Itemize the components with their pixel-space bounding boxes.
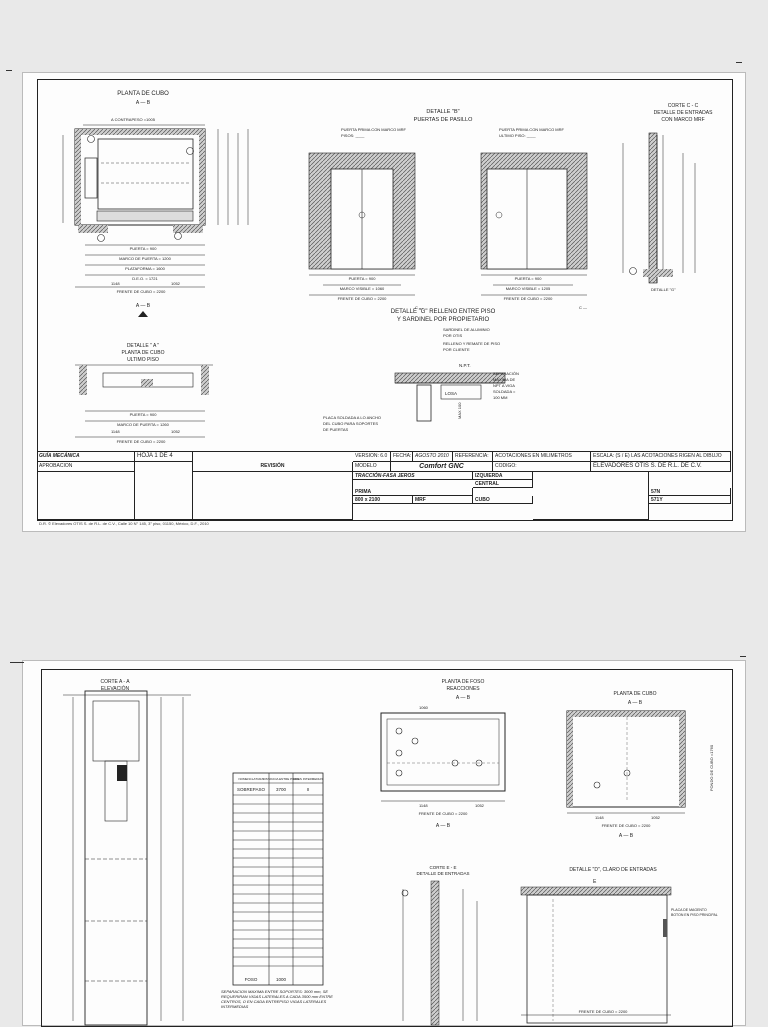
detalle-g [323, 309, 519, 432]
izquierda-value: IZQUIERDA [473, 472, 533, 480]
frente-dim: FRENTE DE CUBO = 2200 [116, 289, 166, 294]
hoja-label: HOJA 1 DE 4 [135, 452, 193, 462]
svg-text:C —: C — [415, 305, 423, 310]
svg-text:A — B: A — B [627, 700, 643, 706]
code-571y: 571Y [649, 496, 731, 504]
empresa-name: ELEVADORES OTIS S. DE R.L. DE C.V. [591, 462, 731, 472]
planta-de-foso [381, 679, 505, 829]
drawing-sheet-2 [22, 660, 746, 1026]
svg-text:1052: 1052 [475, 803, 484, 808]
puerta-prima-right: PUERTA PRIMA CON MARCO MRF [499, 127, 564, 132]
svg-text:A — B: A — B [618, 833, 634, 839]
plataforma-dim: PLATAFORMA = 1600 [125, 266, 165, 271]
fecha-label: FECHA: [391, 452, 413, 462]
svg-text:CORTE E - E: CORTE E - E [429, 865, 457, 870]
svg-text:C —: C — [579, 305, 587, 310]
svg-text:Y SARDINEL POR PROPIETARIO: Y SARDINEL POR PROPIETARIO [396, 317, 490, 323]
svg-text:A — B: A — B [135, 303, 151, 309]
detalle-g-callout: DETALLE "G" [651, 287, 676, 292]
traccion-value: TRACCIÓN-FASA JEROS [353, 472, 473, 480]
escala: ESCALA: (S / E) LAS ACOTACIONES RIGEN AL DIBUJO [591, 452, 731, 462]
drawing-sheet-1 [22, 72, 746, 532]
op-value: 800 x 2100 [353, 496, 413, 504]
svg-text:DETALLE DE ENTRADAS: DETALLE DE ENTRADAS [416, 871, 470, 876]
puerta-dim: PUERTA = 900 [129, 246, 157, 251]
svg-text:FRENTE DE CUBO = 2200: FRENTE DE CUBO = 2200 [116, 439, 166, 444]
modelo-value: Comfort GNC [391, 462, 493, 472]
svg-text:PLANTA DE FOSO: PLANTA DE FOSO [441, 679, 485, 685]
marco-dim: MARCO DE PUERTA = 1200 [119, 256, 171, 261]
svg-text:DETALLE " A ": DETALLE " A " [126, 343, 160, 349]
svg-text:PISOS: ____: PISOS: ____ [341, 133, 365, 138]
svg-text:E: E [593, 879, 597, 885]
version-label: VERSION: 6.0 [353, 452, 391, 462]
svg-text:DEL CUBO PARA SOPORTES: DEL CUBO PARA SOPORTES [323, 421, 379, 426]
svg-text:ULTIMO PISO: ____: ULTIMO PISO: ____ [499, 133, 536, 138]
contrapeso-label: A CONTRAPESO =1005 [111, 117, 155, 122]
planta-cubo-title: PLANTA DE CUBO [117, 91, 169, 97]
acotaciones: ACOTACIONES EN MILIMETROS [493, 452, 591, 462]
svg-text:FRENTE DE CUBO = 2200: FRENTE DE CUBO = 2200 [337, 296, 387, 301]
dim-1148: 1148 [111, 281, 120, 286]
margin-mark [10, 662, 24, 663]
cubo-value: CUBO [473, 496, 533, 504]
svg-text:DETALLE "D", CLARO DE ENTRADAS: DETALLE "D", CLARO DE ENTRADAS [569, 867, 657, 873]
svg-text:1148: 1148 [419, 803, 428, 808]
svg-text:1052: 1052 [171, 429, 180, 434]
svg-text:MARCO DE PUERTA = 1260: MARCO DE PUERTA = 1260 [117, 422, 169, 427]
svg-text:BOTON EN PISO PRINCIPAL: BOTON EN PISO PRINCIPAL [671, 913, 718, 917]
margin-mark [6, 70, 12, 71]
deo-dim: D.E.O. = 1721 [132, 276, 158, 281]
svg-text:POR OTIS: POR OTIS [443, 333, 463, 338]
codigo-label: CODIGO: [493, 462, 591, 472]
svg-text:II: II [306, 787, 310, 792]
referencia-label: REFERENCIA: [453, 452, 493, 462]
svg-text:POR CLIENTE: POR CLIENTE [443, 347, 470, 352]
puerta-prima-left: PUERTA PRIMA CON MARCO MRF [341, 127, 406, 132]
svg-text:PUERTA = 900: PUERTA = 900 [514, 276, 542, 281]
svg-text:CON MARCO MRF: CON MARCO MRF [661, 117, 705, 123]
svg-text:ELEVACIÓN: ELEVACIÓN [100, 686, 130, 692]
planta-de-cubo [63, 91, 248, 317]
code-57n: 57N [649, 488, 731, 496]
detalle-b-title: DETALLE "B" [426, 109, 460, 115]
svg-text:1060: 1060 [419, 705, 428, 710]
prima-value: PRIMA [353, 488, 473, 496]
svg-text:FONDO DE CUBO =1760: FONDO DE CUBO =1760 [709, 744, 714, 791]
corte-c-c [623, 103, 713, 292]
svg-text:MARCO VISIBLE = 1060: MARCO VISIBLE = 1060 [339, 286, 385, 291]
svg-text:1148: 1148 [595, 815, 604, 820]
svg-text:PLACA SOLDADA A LO ANCHO: PLACA SOLDADA A LO ANCHO [323, 415, 382, 420]
svg-text:DE PUERTAS: DE PUERTAS [323, 427, 349, 432]
svg-text:PLANTA DE CUBO: PLANTA DE CUBO [121, 350, 165, 356]
info-grid [533, 472, 649, 520]
svg-text:RELLENO Y REMATE DE PISO: RELLENO Y REMATE DE PISO [443, 341, 501, 346]
svg-text:NOMENCLATURA: NOMENCLATURA [238, 777, 264, 781]
sheet2-drawing [23, 661, 745, 1025]
svg-text:3700: 3700 [275, 787, 287, 792]
central-value: CENTRAL [473, 480, 533, 488]
svg-text:CORTE A - A: CORTE A - A [100, 679, 130, 685]
footer-copyright: D.R. © Elevadores OTIS S. de R.L. de C.V., Calle 10 N° 145, 3° piso, 01150, México, D.F., 2010 [39, 521, 209, 526]
revision-grid [135, 462, 193, 520]
modelo-label: MODELO [353, 462, 391, 472]
svg-text:DISTANCIA ENTRE PISOS: DISTANCIA ENTRE PISOS [262, 777, 300, 781]
separacion-note: SEPARACION MAXIMA ENTRE SOPORTES: 3000 mm, SE REQUERIRAN VIGAS LATERALES A CADA 3500 mm ENTRE CENTROS, O EN CADA ENTREPISO VIGAS LATERALES INTERMEDIAS [221, 989, 333, 1009]
svg-text:NPT A VIGA: NPT A VIGA [493, 383, 515, 388]
svg-text:1052: 1052 [651, 815, 660, 820]
svg-text:FRENTE DE CUBO = 2200: FRENTE DE CUBO = 2200 [418, 811, 468, 816]
planta-de-cubo-2 [567, 691, 714, 839]
corte-e-e [402, 865, 477, 1025]
sobrepaso-label: SOBREPASO [237, 787, 265, 792]
margin-mark [740, 656, 746, 657]
distancia-pisos-table [233, 773, 323, 985]
svg-text:N.P.T.: N.P.T. [459, 363, 471, 368]
svg-text:PUERTA = 900: PUERTA = 900 [129, 412, 157, 417]
detalle-b-puertas-pasillo [309, 109, 587, 310]
svg-text:A — B: A — B [435, 823, 451, 829]
detalle-a [75, 343, 213, 444]
svg-text:SARDINEL DE ALUMINIO: SARDINEL DE ALUMINIO [443, 327, 490, 332]
dim-1052: 1052 [171, 281, 180, 286]
svg-text:A — B: A — B [455, 695, 471, 701]
planta-cubo-section: A — B [135, 100, 151, 106]
revision-label: REVISIÓN [193, 462, 353, 472]
svg-text:1000: 1000 [275, 977, 287, 982]
margin-mark [736, 62, 742, 63]
svg-text:VIGAS INTERMEDIAS: VIGAS INTERMEDIAS [292, 777, 324, 781]
mrf-value: MRF [413, 496, 473, 504]
svg-text:DETALLE DE ENTRADAS: DETALLE DE ENTRADAS [653, 110, 713, 116]
svg-text:1148: 1148 [111, 429, 120, 434]
svg-text:ULTIMO PISO: ULTIMO PISO [127, 357, 159, 363]
svg-text:PLANTA DE CUBO: PLANTA DE CUBO [613, 691, 657, 697]
svg-text:CORTE C - C: CORTE C - C [667, 103, 699, 109]
svg-text:MARCO VISIBLE = 1205: MARCO VISIBLE = 1205 [505, 286, 551, 291]
svg-text:FRENTE DE CUBO = 2200: FRENTE DE CUBO = 2200 [503, 296, 553, 301]
aprobacion-box [37, 472, 135, 520]
svg-text:MÁXIMA DE: MÁXIMA DE [493, 377, 516, 382]
svg-text:MAX 100: MAX 100 [457, 402, 462, 419]
svg-text:LOSA: LOSA [445, 391, 458, 396]
svg-text:PLACA DE MAGENTO: PLACA DE MAGENTO [671, 908, 707, 912]
svg-text:SEPARACIÓN: SEPARACIÓN [493, 371, 519, 376]
guia-mecanica: GUÍA MECÁNICA [37, 452, 135, 462]
svg-text:FRENTE DE CUBO = 2200: FRENTE DE CUBO = 2200 [601, 823, 651, 828]
title-block [37, 451, 731, 520]
detalle-d [521, 867, 718, 1023]
revision-box [193, 472, 353, 520]
svg-text:100 MM: 100 MM [493, 395, 508, 400]
aprobacion-label: APROBACION [37, 462, 135, 472]
detalle-b-subtitle: PUERTAS DE PASILLO [413, 117, 473, 123]
corte-a-a [63, 679, 191, 1025]
svg-text:FRENTE DE CUBO = 2200: FRENTE DE CUBO = 2200 [578, 1009, 628, 1014]
svg-text:SOLDADA =: SOLDADA = [493, 389, 516, 394]
svg-text:REACCIONES: REACCIONES [446, 686, 480, 692]
fecha-value: AGOSTO 2010 [413, 452, 453, 462]
puerta-left-dim: PUERTA = 900 [348, 276, 376, 281]
svg-text:DETALLE "G" RELLENO ENTRE PISO: DETALLE "G" RELLENO ENTRE PISO [390, 309, 496, 315]
foso-label: FOSO [244, 977, 258, 982]
